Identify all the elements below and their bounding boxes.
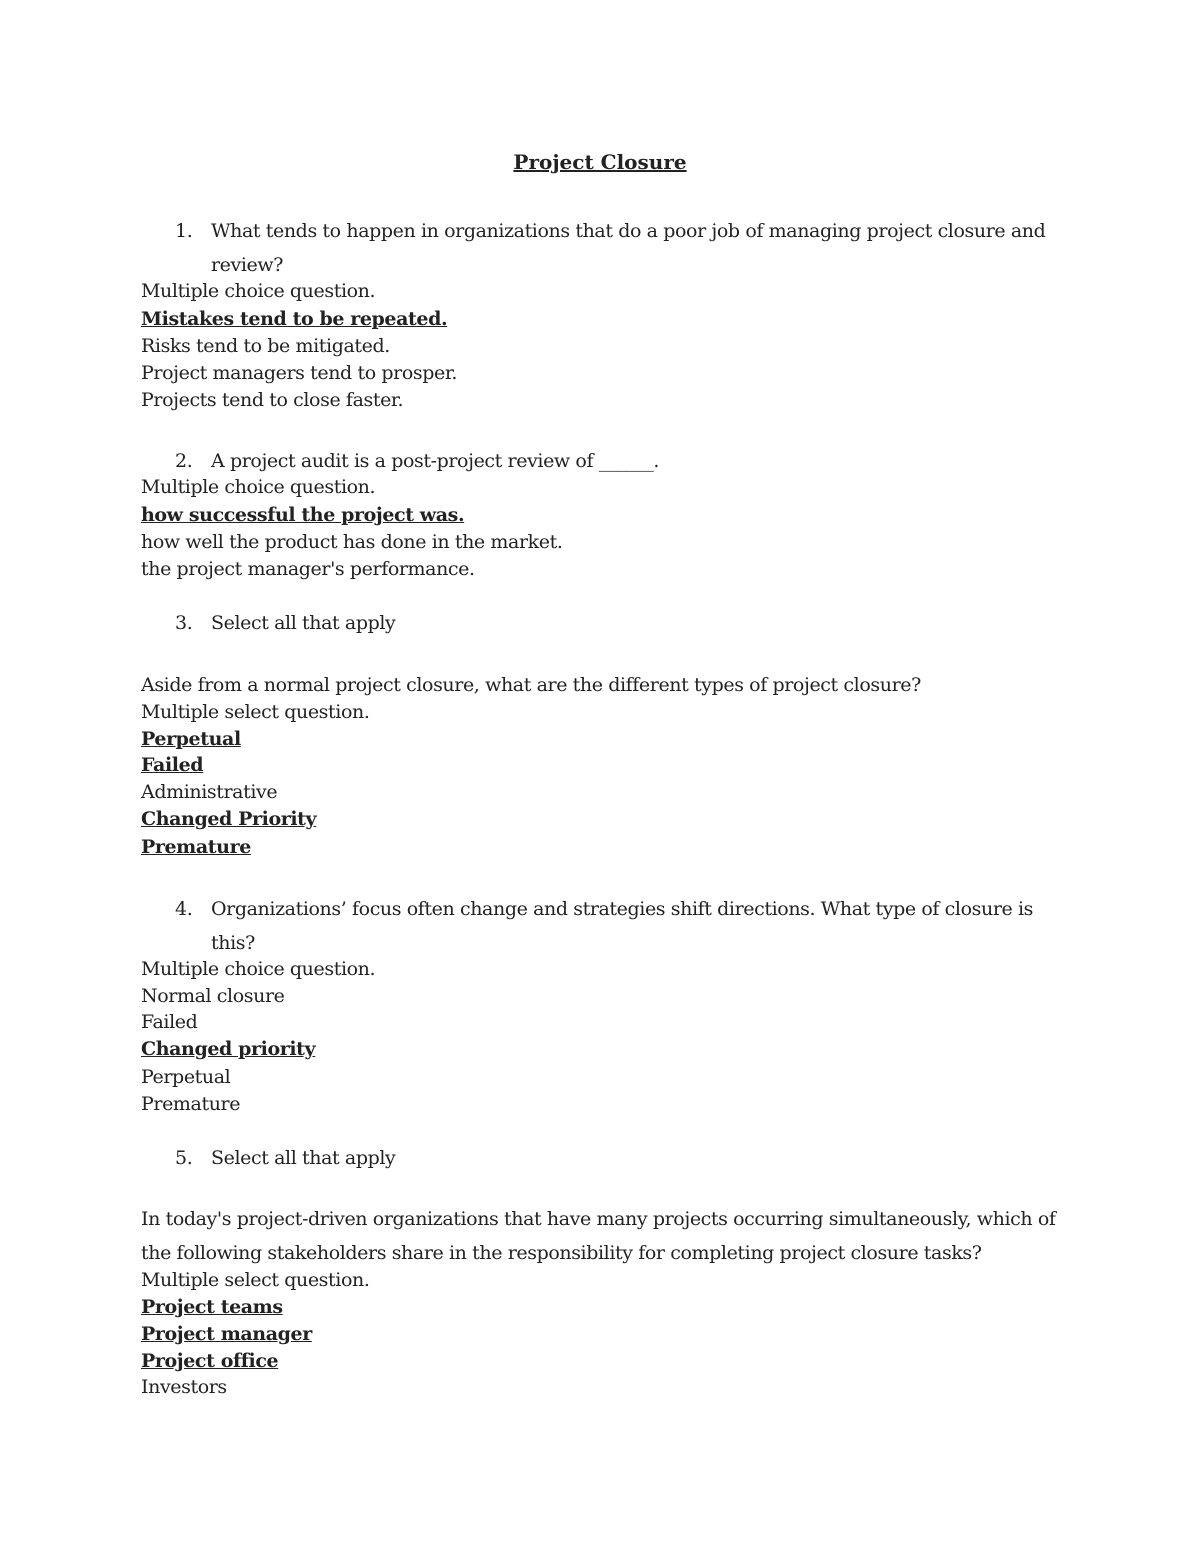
question-2-text: A project audit is a post-project review of ______. [211, 450, 659, 472]
question-3-number: 3. [175, 612, 193, 634]
question-5-option-3: Project office [141, 1350, 279, 1372]
question-1-type: Multiple choice question. [141, 280, 376, 302]
question-3-option-3: Administrative [141, 781, 278, 803]
question-2-option-3: the project manager's performance. [141, 558, 475, 580]
question-5-type: Multiple select question. [141, 1269, 370, 1291]
question-4-option-4: Perpetual [141, 1066, 231, 1088]
question-4-option-2: Failed [141, 1011, 198, 1033]
page-title: Project Closure [513, 150, 687, 174]
question-3-prompt: Aside from a normal project closure, what are the different types of project closure? [141, 674, 921, 696]
question-3-option-4: Changed Priority [141, 808, 317, 830]
question-5-option-1: Project teams [141, 1296, 283, 1318]
question-3-option-2: Failed [141, 754, 204, 776]
question-4-number: 4. [175, 898, 193, 920]
question-1-option-2: Risks tend to be mitigated. [141, 335, 390, 357]
question-3-text: Select all that apply [211, 612, 396, 634]
question-4-type: Multiple choice question. [141, 958, 376, 980]
question-3-option-1: Perpetual [141, 728, 241, 750]
question-4-option-1: Normal closure [141, 985, 285, 1007]
question-1-option-4: Projects tend to close faster. [141, 389, 404, 411]
question-1-option-3: Project managers tend to prosper. [141, 362, 458, 384]
question-1-option-1: Mistakes tend to be repeated. [141, 308, 448, 330]
question-4-text: Organizations’ focus often change and strategies shift directions. What type of closure is this? [211, 898, 1034, 954]
question-5-option-2: Project manager [141, 1323, 312, 1345]
question-3-option-5: Premature [141, 836, 251, 858]
question-2-option-1: how successful the project was. [141, 504, 465, 526]
question-5-number: 5. [175, 1147, 193, 1169]
question-5-option-4: Investors [141, 1376, 227, 1398]
question-3-type: Multiple select question. [141, 701, 370, 723]
question-1-text: What tends to happen in organizations that do a poor job of managing project closure and review? [211, 220, 1046, 276]
question-1-number: 1. [175, 220, 193, 242]
question-4-option-3: Changed priority [141, 1038, 316, 1060]
question-5-prompt: In today's project-driven organizations that have many projects occurring simultaneously, which of the following stakeholders share in the responsibility for completing project closure tasks? [141, 1208, 1056, 1264]
question-5-text: Select all that apply [211, 1147, 396, 1169]
question-4-option-5: Premature [141, 1093, 241, 1115]
question-2-option-2: how well the product has done in the market. [141, 531, 563, 553]
question-2-type: Multiple choice question. [141, 476, 376, 498]
question-2-number: 2. [175, 450, 193, 472]
